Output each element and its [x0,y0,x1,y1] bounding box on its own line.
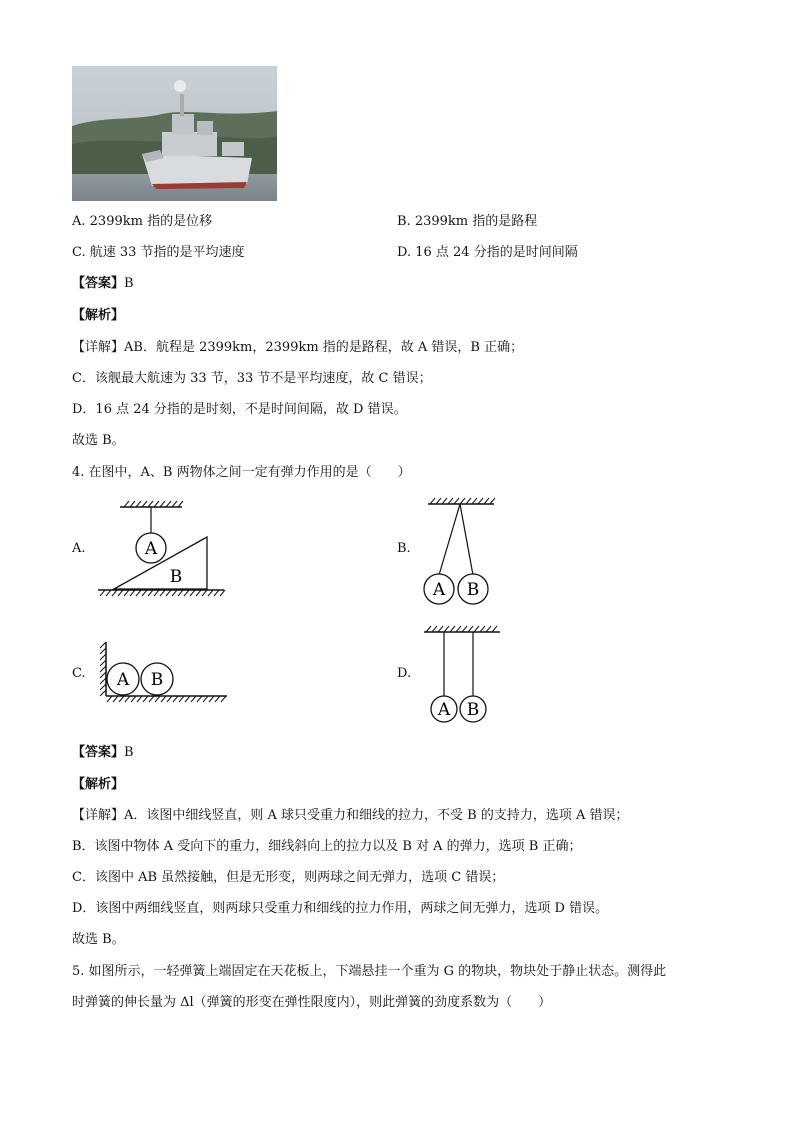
answer-tag: 【答案】 [72,276,125,291]
q4-answer [72,744,134,762]
q3-detail: 【详解】AB．航程是 2399km，2399km 指的是路程，故 A 错误，B 正确； [72,340,524,355]
option-c: C. 航速 33 节指的是平均速度 [72,245,245,260]
option-a: A. 2399km 指的是位移 [72,214,213,229]
figure-b [420,486,500,614]
figure-c [93,638,233,714]
fig-label-d: D. [397,666,412,681]
answer-value: B [124,745,134,760]
q4-conclusion: 故选 B。 [72,932,125,947]
q4-detail: 【详解】A．该图中细线竖直，则 A 球只受重力和细线的拉力，不受 B 的支持力，选项 A 错误； [72,808,629,823]
q4-stem: 4. 在图中，A、B 两物体之间一定有弹力作用的是（ ） [72,465,411,480]
answer-value: B [124,276,134,291]
q4-line-d: D．该图中两细线竖直，则两球只受重力和细线的拉力作用，两球之间无弹力，选项 D 错误。 [72,901,609,916]
fig-label-a: A. [72,541,86,556]
q5-stem-line1: 5. 如图所示，一轻弹簧上端固定在天花板上，下端悬挂一个重为 G 的物块，物块处于静止状态。测得此 [72,964,667,979]
fig-a-ball-a: A [144,539,158,559]
fig-a-block-b: B [169,567,183,587]
warship-photo [72,66,277,201]
option-b: B. 2399km 指的是路程 [397,214,538,229]
q3-answer [72,275,134,293]
figure-d [420,618,502,730]
q5-stem-line2: 时弹簧的伸长量为 Δl（弹簧的形变在弹性限度内），则此弹簧的劲度系数为（ ） [72,995,552,1010]
answer-tag: 【答案】 [72,745,125,760]
q3-line-c: C．该舰最大航速为 33 节，33 节不是平均速度，故 C 错误； [72,371,432,386]
fig-b-ball-a: A [432,580,446,600]
q3-line-d: D．16 点 24 分指的是时刻，不是时间间隔，故 D 错误。 [72,402,407,417]
figure-a [96,492,231,608]
fig-b-ball-b: B [466,580,480,600]
fig-label-c: C. [72,666,86,681]
fig-c-ball-b: B [150,670,164,690]
fig-d-ball-a: A [437,700,451,720]
fig-label-b: B. [397,541,411,556]
fig-c-ball-a: A [116,670,130,690]
q3-conclusion: 故选 B。 [72,433,125,448]
q4-line-c: C．该图中 AB 虽然接触，但是无形变，则两球之间无弹力，选项 C 错误； [72,870,505,885]
fig-d-ball-b: B [466,700,480,720]
q4-analysis-tag: 【解析】 [72,777,125,792]
option-d: D. 16 点 24 分指的是时间间隔 [397,245,578,260]
q3-analysis-tag: 【解析】 [72,308,125,323]
q4-line-b: B．该图中物体 A 受向下的重力，细线斜向上的拉力以及 B 对 A 的弹力，选项 B 正确； [72,839,582,854]
